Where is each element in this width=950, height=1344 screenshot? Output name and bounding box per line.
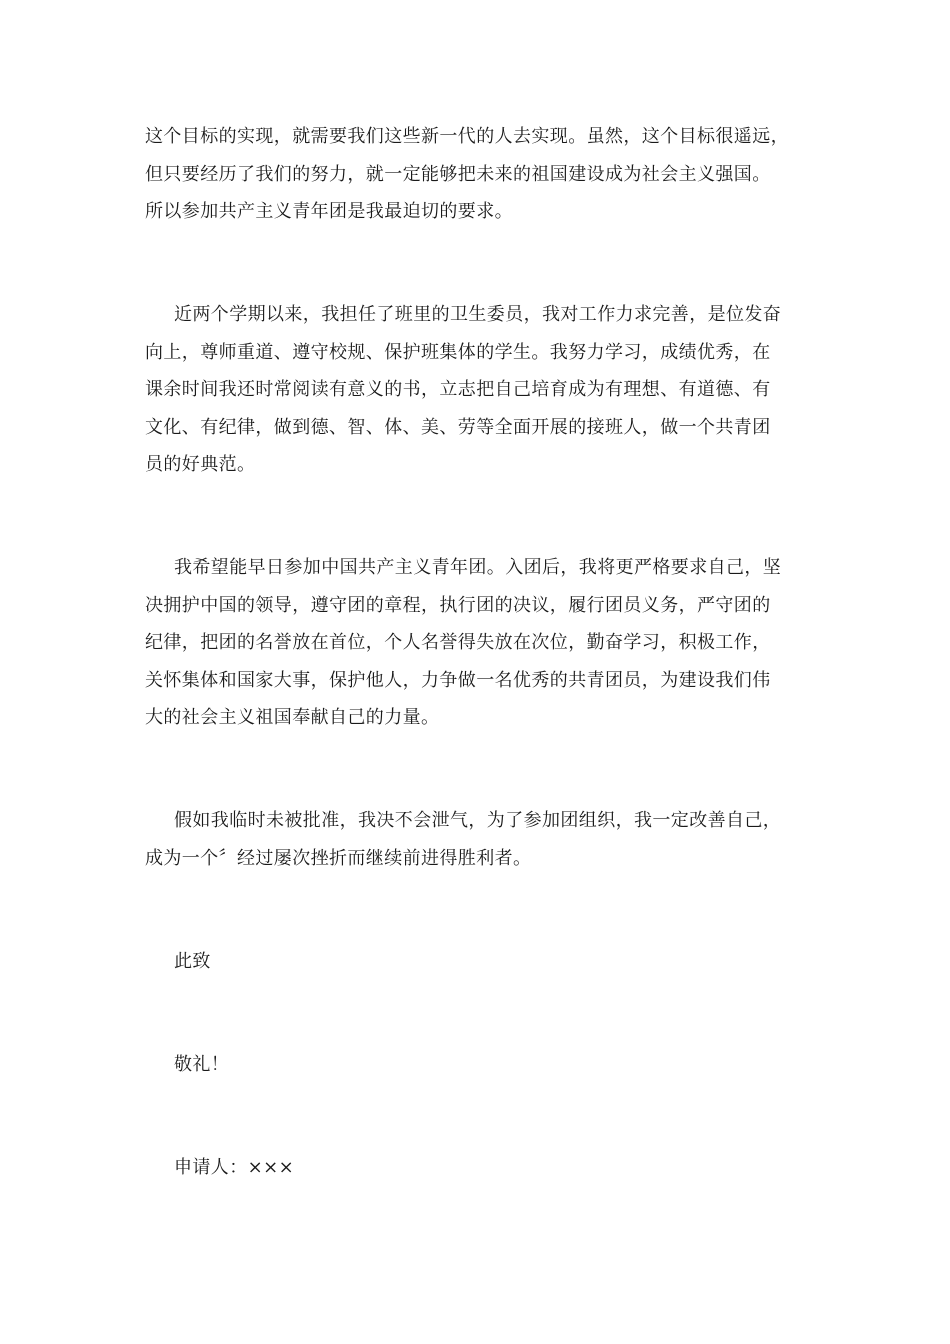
paragraph-commitment [145,549,810,737]
paragraph-line: 文化、有纪律，做到德、智、体、美、劳等全面开展的接班人，做一个共青团 [145,416,771,438]
paragraph-line: 决拥护中国的领导，遵守团的章程，执行团的决议，履行团员义务，严守团的 [145,594,771,616]
paragraph-perseverance [145,802,810,877]
paragraph-line: 但只要经历了我们的努力，就一定能够把未来的祖国建设成为社会主义强国。 [145,163,771,185]
paragraph-line: 员的好典范。 [145,454,256,475]
paragraph-goal [145,118,810,231]
paragraph-line: 纪律，把团的名誉放在首位，个人名誉得失放在次位，勤奋学习，积极工作， [145,632,771,653]
paragraph-line: 课余时间我还时常阅读有意义的书，立志把自己培育成为有理想、有道德、有 [145,379,771,400]
paragraph-line: 成为一个〞经过屡次挫折而继续前进得胜利者。 [145,847,532,869]
paragraph-line: 所以参加共产主义青年团是我最迫切的要求。 [145,201,513,222]
paragraph-line: 我希望能早日参加中国共产主义青年团。入团后，我将更严格要求自己，坚 [174,557,782,578]
paragraph-line: 假如我临时未被批准，我决不会泄气，为了参加团组织，我一定改善自己， [174,810,782,831]
paragraph-line: 向上，尊师重道、遵守校规、保护班集体的学生。我努力学习，成绩优秀，在 [145,341,771,363]
paragraph-line: 大的社会主义祖国奉献自己的力量。 [145,707,440,728]
signature: 申请人：××× [174,1157,295,1178]
paragraph-line: 近两个学期以来，我担任了班里的卫生委员，我对工作力求完善，是位发奋 [174,304,782,325]
paragraph-line: 这个目标的实现，就需要我们这些新一代的人去实现。虽然，这个目标很遥远， [145,126,789,147]
paragraph-class-duties [145,296,810,484]
salutation: 此致 [174,951,211,972]
paragraph-line: 关怀集体和国家大事，保护他人，力争做一名优秀的共青团员，为建设我们伟 [145,669,771,691]
regards: 敬礼！ [174,1054,230,1075]
